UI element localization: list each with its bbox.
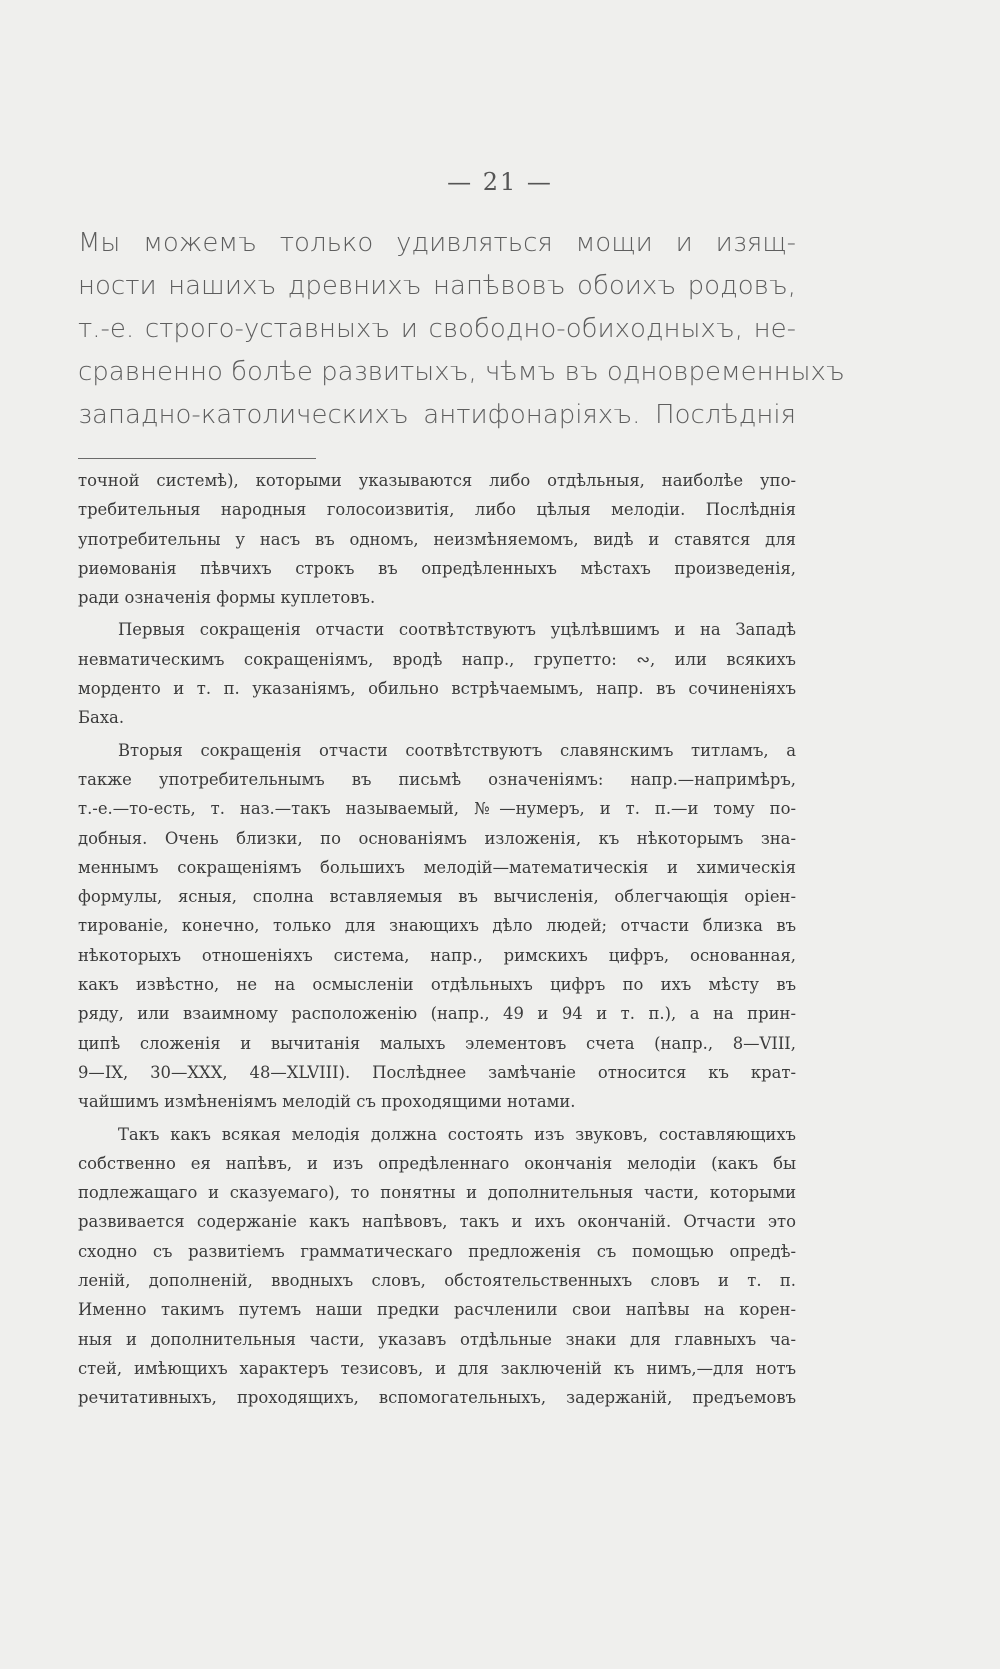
- footnote-line: собственно ея напѣвъ, и изъ опредѣленнаго окончанія мелодіи (какъ бы: [78, 1153, 796, 1173]
- footnote-line: формулы, ясныя, сполна вставляемыя въ вычисленія, облегчающія оріен-: [78, 887, 796, 907]
- footnote-line: 9—IX, 30—XXX, 48—XLVIII). Послѣднее замѣчаніе относится къ крат-: [78, 1062, 796, 1082]
- main-text-line: ности нашихъ древнихъ напѣвовъ обоихъ родовъ,: [78, 271, 796, 301]
- footnote-line: чайшимъ измѣненіямъ мелодій съ проходящими нотами.: [78, 1092, 576, 1112]
- footnote-line: морденто и т. п. указаніямъ, обильно встрѣчаемымъ, напр. въ сочиненіяхъ: [78, 679, 796, 699]
- footnote-line: невматическимъ сокращеніямъ, вродѣ напр., групетто: ∾, или всякихъ: [78, 649, 796, 669]
- footnote-paragraph: [78, 1120, 796, 1413]
- footnote-line: Такъ какъ всякая мелодія должна состоять изъ звуковъ, составляющихъ: [118, 1124, 796, 1144]
- footnote-line: употребительны у насъ въ одномъ, неизмѣняемомъ, видѣ и ставятся для: [78, 529, 796, 549]
- footnote-line: точной системѣ), которыми указываются либо отдѣльныя, наиболѣе упо-: [78, 471, 796, 490]
- footnote-line: ряду, или взаимному расположенію (напр., 49 и 94 и т. п.), а на прин-: [78, 1004, 796, 1024]
- footnote-line: риѳмованія пѣвчихъ строкъ въ опредѣленныхъ мѣстахъ произведенія,: [78, 558, 796, 578]
- footnote-paragraph: [78, 736, 796, 1117]
- footnote-line: меннымъ сокращеніямъ большихъ мелодій—математическія и химическія: [78, 857, 796, 877]
- footnote-paragraph: [78, 466, 796, 612]
- footnote-line: ныя и дополнительныя части, указавъ отдѣльные знаки для главныхъ ча-: [78, 1329, 796, 1349]
- main-text: [78, 222, 845, 437]
- footnote-line: речитативныхъ, проходящихъ, вспомогательныхъ, задержаній, предъемовъ: [78, 1388, 796, 1408]
- footnote-line: ципѣ сложенія и вычитанія малыхъ элементовъ счета (напр., 8—VIII,: [78, 1033, 796, 1053]
- footnote-line: сходно съ развитіемъ грамматическаго предложенія съ помощью опредѣ-: [78, 1241, 796, 1261]
- footnote-line: какъ извѣстно, не на осмысленіи отдѣльныхъ цифръ по ихъ мѣсту въ: [78, 975, 796, 995]
- footnote-line: Именно такимъ путемъ наши предки расчленили свои напѣвы на корен-: [78, 1300, 796, 1320]
- footnote-line: добныя. Очень близки, по основаніямъ изложенія, къ нѣкоторымъ зна-: [78, 828, 796, 848]
- footnote-line: стей, имѣющихъ характеръ тезисовъ, и для заключеній къ нимъ,—для нотъ: [78, 1358, 796, 1378]
- main-text-line: т.-е. строго-уставныхъ и свободно-обиходныхъ, не-: [78, 314, 796, 344]
- footnote-line: Вторыя сокращенія отчасти соотвѣтствуютъ славянскимъ титламъ, а: [118, 740, 796, 760]
- footnote-line: Первыя сокращенія отчасти соотвѣтствуютъ уцѣлѣвшимъ и на Западѣ: [118, 620, 796, 640]
- footnote-separator: [78, 458, 316, 459]
- main-text-line: сравненно болѣе развитыхъ, чѣмъ въ одновременныхъ: [78, 357, 845, 387]
- footnote-line: тированіе, конечно, только для знающихъ дѣло людей; отчасти близка въ: [78, 916, 796, 936]
- footnote-line: Баха.: [78, 708, 125, 728]
- footnote-line: требительныя народныя голосоизвитія, либо цѣлыя мелодіи. Послѣднія: [78, 500, 796, 520]
- footnotes: [78, 466, 796, 1416]
- footnote-line: ради означенія формы куплетовъ.: [78, 588, 376, 608]
- footnote-line: развивается содержаніе какъ напѣвовъ, такъ и ихъ окончаній. Отчасти это: [78, 1212, 796, 1232]
- main-text-line: Мы можемъ только удивляться мощи и изящ-: [78, 228, 796, 258]
- footnote-line: т.-е.—то-есть, т. наз.—такъ называемый, №—нумеръ, и т. п.—и тому по-: [78, 799, 796, 819]
- footnote-line: леній, дополненій, вводныхъ словъ, обстоятельственныхъ словъ и т. п.: [78, 1271, 796, 1291]
- page-number: — 21 —: [447, 168, 553, 196]
- footnote-line: подлежащаго и сказуемаго), то понятны и дополнительныя части, которыми: [78, 1183, 796, 1203]
- footnote-paragraph: [78, 615, 796, 732]
- footnote-line: также употребительнымъ въ письмѣ означеніямъ: напр.—напримѣръ,: [78, 769, 796, 789]
- main-text-line: западно-католическихъ антифонаріяхъ. Послѣднія: [78, 400, 796, 430]
- footnote-line: нѣкоторыхъ отношеніяхъ система, напр., римскихъ цифръ, основанная,: [78, 945, 796, 965]
